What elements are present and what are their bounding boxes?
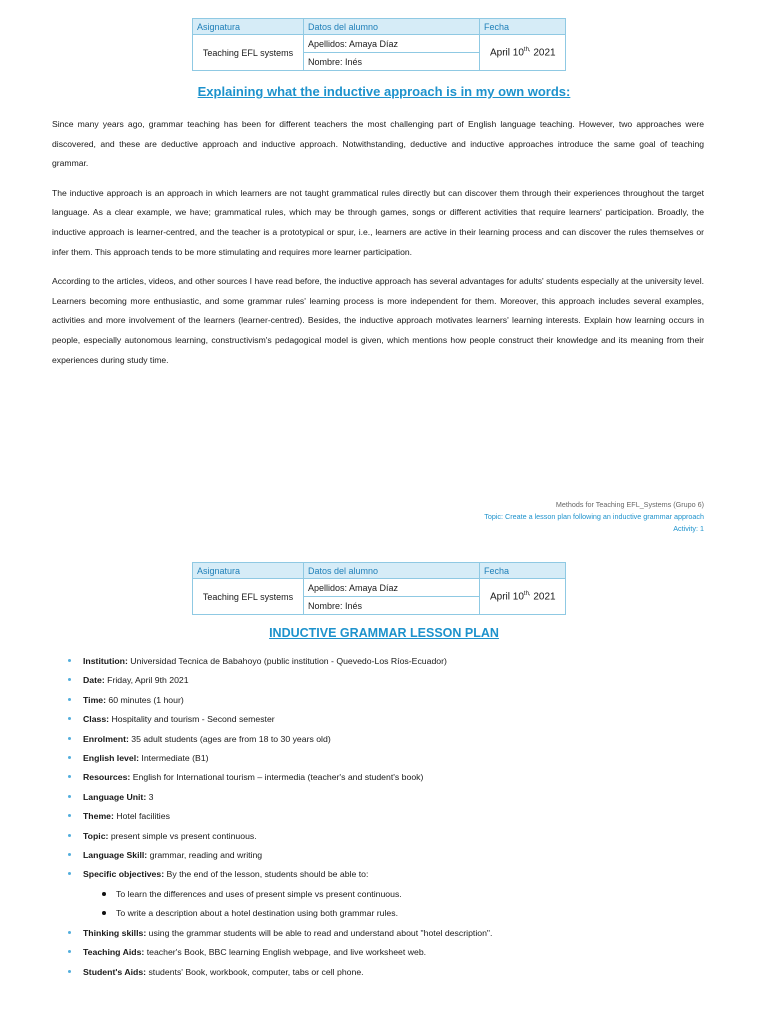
list-item: Thinking skills: using the grammar students will be able to read and understand about "hotel description". <box>68 924 708 943</box>
bullet-icon <box>68 737 71 740</box>
section-title-1: Explaining what the inductive approach is in my own words: <box>197 84 571 99</box>
bullet-icon <box>68 717 71 720</box>
bullet-icon <box>68 698 71 701</box>
footer-topic: Topic: Create a lesson plan following an inductive grammar approach <box>484 512 704 521</box>
list-item: Theme: Hotel facilities <box>68 807 708 826</box>
list-item: Language Skill: grammar, reading and writing <box>68 846 708 865</box>
list-item: Language Unit: 3 <box>68 788 708 807</box>
col-student-label: Datos del alumno <box>304 19 480 35</box>
bullet-icon <box>68 970 71 973</box>
list-item: Specific objectives: By the end of the lesson, students should be able to: <box>68 865 708 884</box>
bullet-icon <box>68 950 71 953</box>
subject-value: Teaching EFL systems <box>193 35 304 71</box>
name-value: Nombre: Inés <box>304 53 480 71</box>
col-date-label: Fecha <box>480 563 566 579</box>
list-item: Topic: present simple vs present continuous. <box>68 827 708 846</box>
bullet-icon <box>68 834 71 837</box>
list-item: English level: Intermediate (B1) <box>68 749 708 768</box>
col-student-label: Datos del alumno <box>304 563 480 579</box>
section-title-2: INDUCTIVE GRAMMAR LESSON PLAN <box>269 626 499 640</box>
bullet-icon <box>68 678 71 681</box>
page-footer <box>484 499 704 535</box>
name-value: Nombre: Inés <box>304 597 480 615</box>
surname-value: Apellidos: Amaya Díaz <box>304 579 480 597</box>
bullet-icon <box>68 659 71 662</box>
list-item: Date: Friday, April 9th 2021 <box>68 671 708 690</box>
paragraph: Since many years ago, grammar teaching has been for different teachers the most challenging part of English language teaching. However, two approaches were discovered, and these are deductive approach and inductive approach. Notwithstanding, deductive and inductive approaches introduce the same goal of teaching grammar. <box>52 119 704 169</box>
sub-list-item: To learn the differences and uses of present simple vs present continuous. <box>68 885 708 904</box>
bullet-icon <box>102 892 106 896</box>
bullet-icon <box>68 775 71 778</box>
bullet-icon <box>68 872 71 875</box>
subject-value: Teaching EFL systems <box>193 579 304 615</box>
col-subject-label: Asignatura <box>193 563 304 579</box>
bullet-icon <box>68 795 71 798</box>
bullet-icon <box>68 814 71 817</box>
col-date-label: Fecha <box>480 19 566 35</box>
paragraph: The inductive approach is an approach in which learners are not taught grammatical rules directly but can discover them through their experiences throughout the target language. As a clear example, we have; grammatical rules, which may be through games, songs or different activities that require learners' participation. Broadly, the inductive approach is learner-centred, and the teacher is a prototypical or spur, i.e., learners are active in their learning process and can discover the rules themselves or infer them. This approach tends to be more stimulating and requires more learner participation. <box>52 187 704 257</box>
header-table-1 <box>192 18 566 71</box>
footer-course: Methods for Teaching EFL_Systems (Grupo 6) <box>555 500 704 509</box>
sub-list-item: To write a description about a hotel destination using both grammar rules. <box>68 904 708 923</box>
list-item: Institution: Universidad Tecnica de Babahoyo (public institution - Quevedo-Los Ríos-Ecuador) <box>68 652 708 671</box>
footer-activity: Activity: 1 <box>673 524 704 533</box>
lesson-plan-list <box>68 652 708 982</box>
list-item: Student's Aids: students' Book, workbook, computer, tabs or cell phone. <box>68 963 708 982</box>
list-item: Class: Hospitality and tourism - Second semester <box>68 710 708 729</box>
header-table-2 <box>192 562 566 615</box>
date-value: April $10^{th,}$ 2021 <box>480 579 566 615</box>
paragraph: According to the articles, videos, and other sources I have read before, the inductive approach has several advantages for adults' students especially at the university level. Learners becoming more enthusiastic, and some grammar rules' learning process is more independent for them. Moreover, this approach includes several examples, activities and more involvement of the learners (learner-centred). Besides, the inductive approach motivates learners' learning interests. Explain how learning occurs in people, especially autonomous learning, constructivism's pedagogical model is given, which mentions how people construct their knowledge and its meaning from their experiences during study time. <box>52 276 704 365</box>
list-item: Enrolment: 35 adult students (ages are from 18 to 30 years old) <box>68 730 708 749</box>
bullet-icon <box>102 911 106 915</box>
bullet-icon <box>68 931 71 934</box>
bullet-icon <box>68 756 71 759</box>
surname-value: Apellidos: Amaya Díaz <box>304 35 480 53</box>
body-paragraphs <box>52 115 704 380</box>
col-subject-label: Asignatura <box>193 19 304 35</box>
list-item: Time: 60 minutes (1 hour) <box>68 691 708 710</box>
date-value: April $10^{th,}$ 2021 <box>480 35 566 71</box>
bullet-icon <box>68 853 71 856</box>
list-item: Resources: English for International tourism – intermedia (teacher's and student's book) <box>68 768 708 787</box>
list-item: Teaching Aids: teacher's Book, BBC learning English webpage, and live worksheet web. <box>68 943 708 962</box>
